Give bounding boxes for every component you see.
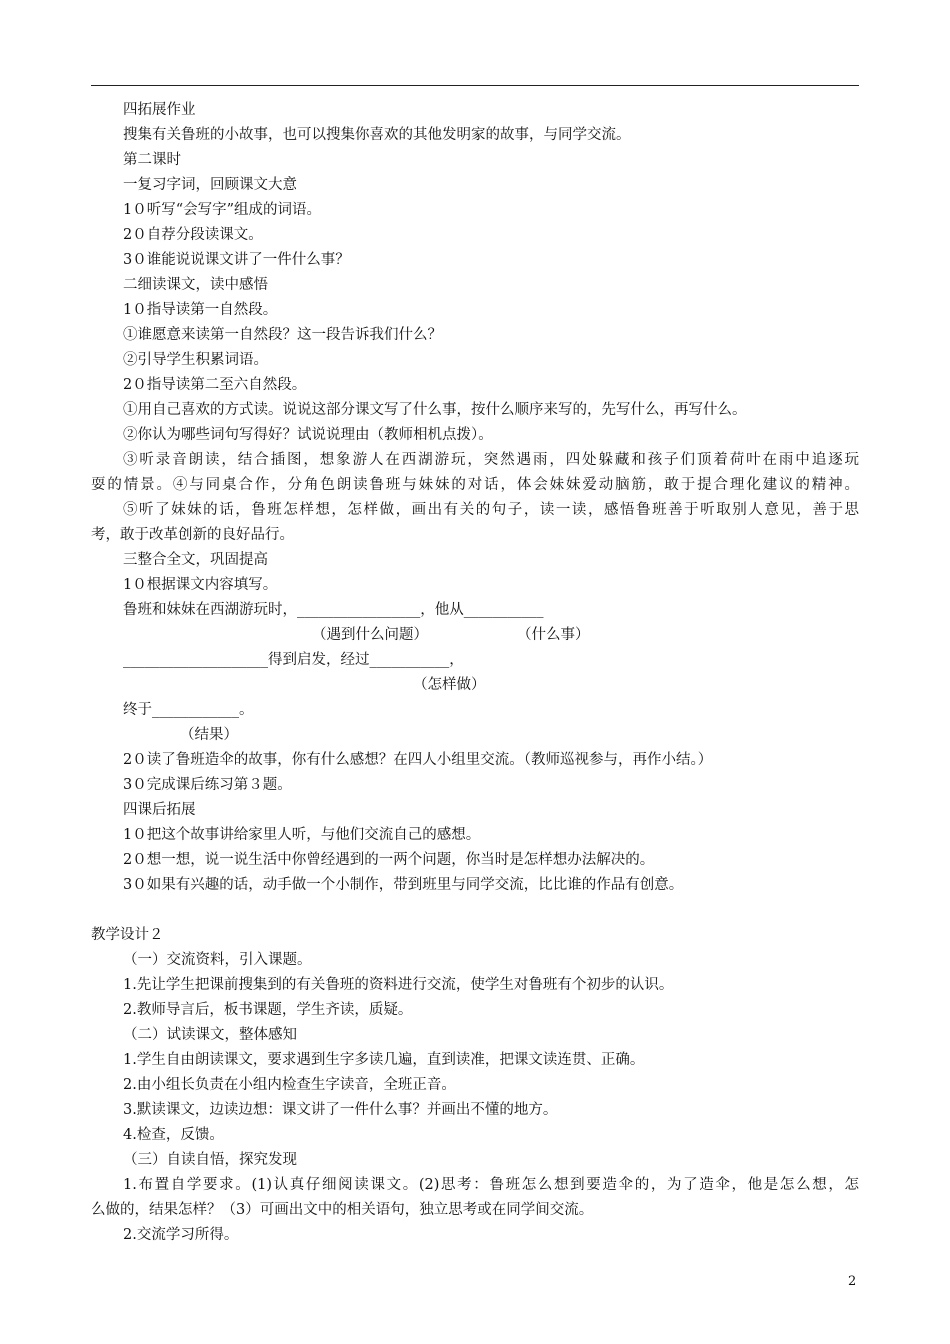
blank-hint: （遇到什么问题） <box>312 627 428 643</box>
blank-hint: （结果） <box>180 727 238 743</box>
text-line: 2.交流学习所得。 <box>123 1227 239 1243</box>
text-line: 第二课时 <box>123 152 181 168</box>
text-line: （三）自读自悟，探究发现 <box>123 1152 297 1168</box>
text-line: 1０把这个故事讲给家里人听，与他们交流自己的感想。 <box>123 827 481 843</box>
header-rule <box>91 85 859 86</box>
text-line: 3.默读课文，边读边想：课文讲了一件什么事？并画出不懂的地方。 <box>123 1102 558 1118</box>
text-line: （一）交流资料，引入课题。 <box>123 952 312 968</box>
text-line: （二）试读课文，整体感知 <box>123 1027 297 1043</box>
text-line: 3０完成课后练习第３题。 <box>123 777 292 793</box>
fill-in-line: 鲁班和妹妹在西湖游玩时，_________________，他从___________ <box>123 602 544 618</box>
text-line: 2０自荐分段读课文。 <box>123 227 263 243</box>
section-title: 教学设计２ <box>91 927 164 943</box>
text-line: ③听录音朗读，结合插图，想象游人在西湖游玩，突然遇雨，四处躲藏和孩子们顶着荷叶在雨中追逐玩 <box>123 452 859 468</box>
text-line: 四拓展作业 <box>123 102 196 118</box>
text-line: ②引导学生积累词语。 <box>123 352 268 368</box>
text-line: 1.布置自学要求。(1)认真仔细阅读课文。(2)思考：鲁班怎么想到要造伞的，为了造伞，他是怎么想，怎 <box>123 1177 859 1193</box>
text-line: 2.由小组长负责在小组内检查生字读音，全班正音。 <box>123 1077 456 1093</box>
text-line: 3０如果有兴趣的话，动手做一个小制作，带到班里与同学交流，比比谁的作品有创意。 <box>123 877 684 893</box>
text-line: 1０听写“会写字”组成的词语。 <box>123 202 322 218</box>
text-line: 3０谁能说说课文讲了一件什么事？ <box>123 252 350 268</box>
text-line: ②你认为哪些词句写得好？试说说理由（教师相机点拨）。 <box>123 427 493 443</box>
text-line: 搜集有关鲁班的小故事，也可以搜集你喜欢的其他发明家的故事，与同学交流。 <box>123 127 631 143</box>
text-line: 耍的情景。④与同桌合作，分角色朗读鲁班与妹妹的对话，体会妹妹爱动脑筋，敢于提合理化建议的精神。 <box>91 477 859 493</box>
blank-hint: （怎样做） <box>413 677 486 693</box>
text-line: 二细读课文，读中感悟 <box>123 277 268 293</box>
text-line: 1０根据课文内容填写。 <box>123 577 278 593</box>
text-line: 2０指导读第二至六自然段。 <box>123 377 307 393</box>
text-line: 1.先让学生把课前搜集到的有关鲁班的资料进行交流，使学生对鲁班有个初步的认识。 <box>123 977 674 993</box>
text-line: 4.检查，反馈。 <box>123 1127 224 1143</box>
text-line: 1０指导读第一自然段。 <box>123 302 278 318</box>
blank-hint: （什么事） <box>517 627 590 643</box>
text-line: 么做的，结果怎样？（3）可画出文中的相关语句，独立思考或在同学间交流。 <box>91 1202 594 1218</box>
text-line: 四课后拓展 <box>123 802 196 818</box>
fill-in-line: 终于____________。 <box>123 702 254 718</box>
text-line: 三整合全文，巩固提高 <box>123 552 268 568</box>
text-line: 2０想一想，说一说生活中你曾经遇到的一两个问题，你当时是怎样想办法解决的。 <box>123 852 655 868</box>
fill-in-line: ____________________得到启发，经过___________， <box>123 652 464 668</box>
text-line: 一复习字词，回顾课文大意 <box>123 177 297 193</box>
text-line: ①谁愿意来读第一自然段？这一段告诉我们什么？ <box>123 327 442 343</box>
text-line: ⑤听了妹妹的话，鲁班怎样想，怎样做，画出有关的句子，读一读，感悟鲁班善于听取别人意见，善于思 <box>123 502 859 518</box>
text-line: ①用自己喜欢的方式读。说说这部分课文写了什么事，按什么顺序来写的，先写什么，再写什么。 <box>123 402 747 418</box>
text-line: 2０读了鲁班造伞的故事，你有什么感想？在四人小组里交流。（教师巡视参与，再作小结。） <box>123 752 713 768</box>
text-line: 2.教师导言后，板书课题，学生齐读，质疑。 <box>123 1002 413 1018</box>
text-line: 考，敢于改革创新的良好品行。 <box>91 527 294 543</box>
page-number: 2 <box>848 1274 857 1289</box>
text-line: 1.学生自由朗读课文，要求遇到生字多读几遍，直到读准，把课文读连贯、正确。 <box>123 1052 645 1068</box>
